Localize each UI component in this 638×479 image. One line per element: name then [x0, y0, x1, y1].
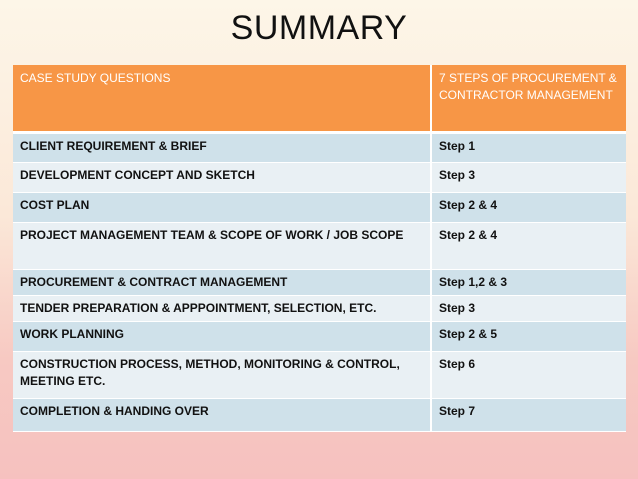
- header-procurement-steps: 7 STEPS OF PROCUREMENT & CONTRACTOR MANAGEMENT: [431, 65, 626, 133]
- table-row: [13, 163, 626, 193]
- table-row: [13, 322, 626, 352]
- step-cell: Step 2 & 5: [431, 322, 626, 352]
- question-cell: DEVELOPMENT CONCEPT AND SKETCH: [13, 163, 431, 193]
- step-cell: Step 7: [431, 399, 626, 432]
- slide-title: SUMMARY: [230, 9, 408, 47]
- table-row: [13, 270, 626, 296]
- table-row: [13, 133, 626, 163]
- question-cell: WORK PLANNING: [13, 322, 431, 352]
- summary-table: [13, 65, 626, 432]
- question-cell: COST PLAN: [13, 193, 431, 223]
- question-cell: COMPLETION & HANDING OVER: [13, 399, 431, 432]
- header-case-study-questions: CASE STUDY QUESTIONS: [13, 65, 431, 133]
- table-row: [13, 352, 626, 399]
- step-cell: Step 2 & 4: [431, 223, 626, 270]
- table-row: [13, 399, 626, 432]
- table-header-row: [13, 65, 626, 133]
- step-cell: Step 3: [431, 296, 626, 322]
- step-cell: Step 3: [431, 163, 626, 193]
- table-row: [13, 193, 626, 223]
- table-row: [13, 296, 626, 322]
- table-row: [13, 223, 626, 270]
- question-cell: PROJECT MANAGEMENT TEAM & SCOPE OF WORK / JOB SCOPE: [13, 223, 431, 270]
- step-cell: Step 1: [431, 133, 626, 163]
- step-cell: Step 6: [431, 352, 626, 399]
- question-cell: PROCUREMENT & CONTRACT MANAGEMENT: [13, 270, 431, 296]
- question-cell: CLIENT REQUIREMENT & BRIEF: [13, 133, 431, 163]
- step-cell: Step 1,2 & 3: [431, 270, 626, 296]
- step-cell: Step 2 & 4: [431, 193, 626, 223]
- question-cell: CONSTRUCTION PROCESS, METHOD, MONITORING & CONTROL, MEETING ETC.: [13, 352, 431, 399]
- question-cell: TENDER PREPARATION & APPPOINTMENT, SELECTION, ETC.: [13, 296, 431, 322]
